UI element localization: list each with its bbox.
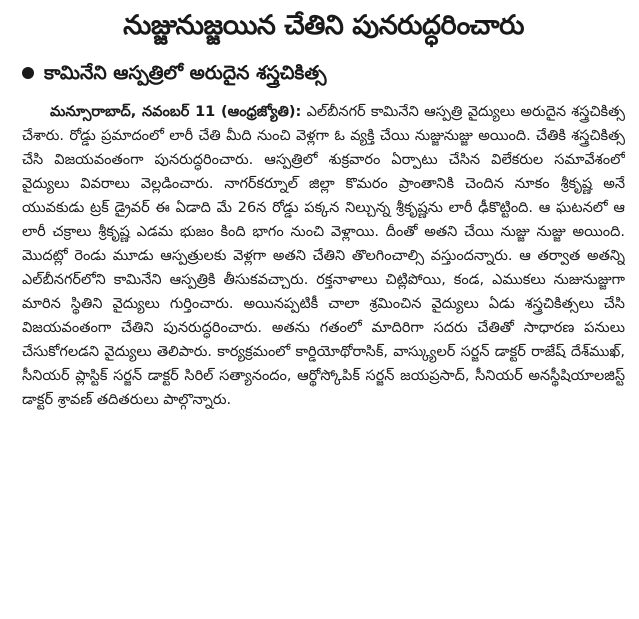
dateline: మన్సూరాబాద్‌, నవంబర్‌ 11 (ఆంధ్రజ్యోతి):: [50, 104, 302, 120]
article-body-text: ఎల్‌బీనగర్‌ కామినేని ఆస్పత్రి వైద్యులు అరుదైన శస్త్రచికిత్స చేశారు. రోడ్డు ప్రమాదంలో లారీ చేతి మీది నుంచి వెళ్లగా ఓ వ్యక్తి చేయి నుజ్జునుజ్జు అయింది. చేతికి శస్త్రచికిత్స చేసి విజయవంతంగా పునరుద్ధరించారు. ఆస్పత్రిలో శుక్రవారం ఏర్పాటు చేసిన విలేకరుల సమావేశంలో వైద్యులు వివరాలు వెల్లడించారు. నాగర్‌కర్నూల్‌ జిల్లా కొమరం ప్రాంతానికి చెందిన నూకం శ్రీకృష్ణ అనే యువకుడు ట్రక్‌ డ్రైవర్‌ ఈ ఏడాది మే 26న రోడ్డు పక్కన నిల్చున్న శ్రీకృష్ణను లారీ ఢీకొట్టింది. ఆ ఘటనలో ఆ లారీ చక్రాలు శ్రీకృష్ణ ఎడమ భుజం కింది భాగం నుంచి వెళ్లాయి. దీంతో అతని చేయి నుజ్జు నుజ్జు అయింది. మొదట్లో రెండు మూడు ఆస్పత్రులకు వెళ్లగా అతని చేతిని తొలగించాల్సి వస్తుందన్నారు. ఆ తర్వాత అతన్ని ఎల్‌బీనగర్‌లోని కామినేని ఆస్పత్రికి తీసుకవచ్చారు. రక్తనాళాలు చిట్లిపోయి, కండ, ఎముకలు నుజునుజ్జుగా మారిన స్థితిని వైద్యులు గుర్తించారు. అయినప్పటికీ చాలా శ్రమించిన వైద్యులు ఏడు శస్త్రచికిత్సలు చేసి విజయవంతంగా చేతిని పునరుద్ధరించారు. అతను గతంలో మాదిరిగా సదరు చేతితో సాధారణ పనులు చేసుకోగలడని వైద్యులు తెలిపారు. కార్యక్రమంలో కార్డియోథోరాసిక్‌, వాస్క్యులర్‌ సర్జన్‌ డాక్టర్‌ రాజేష్‌ దేశ్‌ముఖ్‌, సీనియర్‌ ప్లాస్టిక్‌ సర్జన్‌ డాక్టర్‌ సిరిల్‌ సత్యానందం, ఆర్థోస్కోపిక్‌ సర్జన్‌ జయప్రసాద్‌, సీనియర్‌ అనస్థీషియాలజిస్ట్‌ డాక్టర్‌ శ్రావణ్‌ తదితరులు పాల్గొన్నారు.: [22, 104, 625, 408]
subheadline-row: [22, 58, 625, 88]
article-body: [22, 100, 625, 568]
bullet-icon: [22, 67, 34, 79]
headline: నుజ్జునుజ్జయిన చేతిని పునరుద్ధరించారు: [123, 10, 524, 41]
subheadline: కామినేని ఆస్పత్రిలో అరుదైన శస్త్రచికిత్స: [44, 62, 327, 84]
